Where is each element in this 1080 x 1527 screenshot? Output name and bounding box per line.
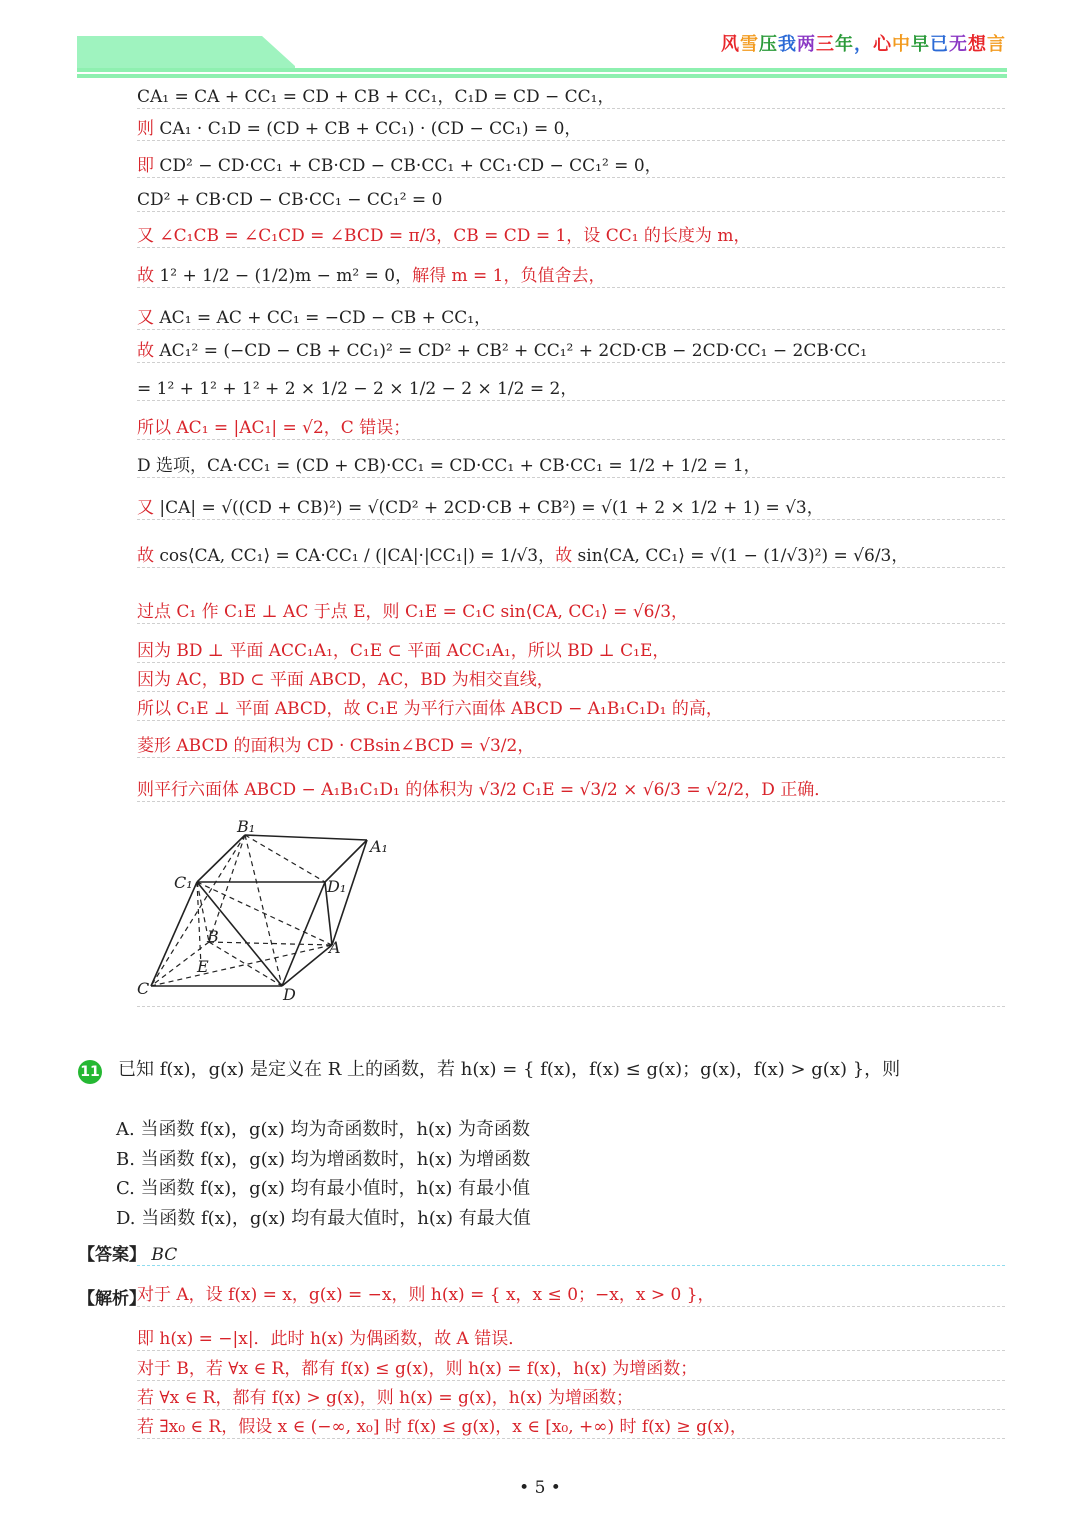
slogan-char: 三 <box>816 34 835 55</box>
slogan-char: 想 <box>968 34 987 55</box>
solution-text: AC₁² = (−CD − CB + CC₁)² = CD² + CB² + CC₁² + 2CD·CB − 2CD·CC₁ − 2CB·CC₁ <box>159 341 868 361</box>
solution-text: 故 <box>137 341 160 361</box>
solution-text: 所以 C₁E ⊥ 平面 ABCD，故 C₁E 为平行六面体 ABCD − A₁B₁C₁D₁ 的高， <box>137 699 723 719</box>
solution-line <box>137 265 1005 288</box>
slogan-char: 中 <box>892 34 911 55</box>
solution-line <box>137 118 1005 141</box>
label-d1: D₁ <box>327 877 347 896</box>
label-b1: B₁ <box>237 818 256 836</box>
analysis-label: 【解析】 <box>78 1289 146 1309</box>
solution-text: 1² + 1/2 − (1/2)m − m² = 0， <box>159 266 413 286</box>
solution-text: 解得 m = 1，负值舍去， <box>412 266 606 286</box>
solution-text: 故 <box>555 546 578 566</box>
solution-text: 菱形 ABCD 的面积为 CD · CBsin∠BCD = √3/2， <box>137 736 535 756</box>
slogan-char: 我 <box>778 34 797 55</box>
analysis-line: 若 ∀x ∈ R，都有 f(x) > g(x)，则 h(x) = g(x)，h(x) 为增函数； <box>137 1387 1005 1410</box>
slogan-char: 心 <box>873 34 892 55</box>
label-c1: C₁ <box>174 873 193 892</box>
solution-text: CD² − CD·CC₁ + CB·CD − CB·CC₁ + CC₁·CD − CC₁² = 0， <box>159 156 662 176</box>
solution-text: = 1² + 1² + 1² + 2 × 1/2 − 2 × 1/2 − 2 × 1/2 = 2， <box>137 379 578 399</box>
label-d: D <box>283 985 296 1004</box>
slogan-char: 早 <box>911 34 930 55</box>
solution-text: 则 <box>137 119 160 139</box>
solution-line <box>137 155 1005 178</box>
solution-line <box>137 601 1005 624</box>
solution-text: 又 ∠C₁CB = ∠C₁CD = ∠BCD = π/3，CB = CD = 1，设 CC₁ 的长度为 m， <box>137 226 751 246</box>
divider <box>137 1006 1005 1007</box>
solution-text: AC₁ = AC + CC₁ = −CD − CB + CC₁， <box>159 308 492 328</box>
option-a: A. 当函数 f(x)，g(x) 均为奇函数时，h(x) 为奇函数 <box>116 1119 530 1140</box>
solution-text: CD² + CB·CD − CB·CC₁ − CC₁² = 0 <box>137 190 443 210</box>
solution-text: 故 <box>137 546 160 566</box>
solution-text: CA₁ = CA + CC₁ = CD + CB + CC₁，C₁D = CD − CC₁， <box>137 87 615 107</box>
solution-line <box>137 497 1005 520</box>
label-e: E <box>197 957 209 976</box>
label-a: A <box>329 938 341 957</box>
question-stem: 已知 f(x)，g(x) 是定义在 R 上的函数，若 h(x) = { f(x)，f(x) ≤ g(x)；g(x)，f(x) > g(x) }，则 <box>118 1059 901 1080</box>
solution-text: sin⟨CA, CC₁⟩ = √(1 − (1/√3)²) = √6/3， <box>577 546 909 566</box>
option-b: B. 当函数 f(x)，g(x) 均为增函数时，h(x) 为增函数 <box>116 1149 531 1170</box>
header-slogan <box>721 30 1006 56</box>
solution-text: cos⟨CA, CC₁⟩ = CA·CC₁ / (|CA|·|CC₁|) = 1/√3， <box>159 546 556 566</box>
solution-text: 即 <box>137 156 160 176</box>
solution-text: CA₁ · C₁D = (CD + CB + CC₁) · (CD − CC₁) = 0， <box>159 119 582 139</box>
solution-text: 因为 BD ⊥ 平面 ACC₁A₁，C₁E ⊂ 平面 ACC₁A₁，所以 BD ⊥ C₁E， <box>137 641 670 661</box>
label-c: C <box>137 979 150 998</box>
solution-text: 又 <box>137 308 160 328</box>
slogan-char: 已 <box>930 34 949 55</box>
answer-value: BC <box>151 1245 178 1265</box>
solution-text: 故 <box>137 266 160 286</box>
slogan-char: 压 <box>759 34 778 55</box>
solution-line <box>137 545 1005 568</box>
analysis-line: 对于 B，若 ∀x ∈ R，都有 f(x) ≤ g(x)，则 h(x) = f(x)，h(x) 为增函数； <box>137 1358 1005 1381</box>
slogan-char: ， <box>854 34 873 55</box>
solution-text: 过点 C₁ 作 C₁E ⊥ AC 于点 E，则 C₁E = C₁C sin⟨CA, CC₁⟩ = √6/3， <box>137 602 689 622</box>
solution-line <box>137 417 1005 440</box>
solution-text: 因为 AC，BD ⊂ 平面 ABCD，AC，BD 为相交直线， <box>137 670 554 690</box>
slogan-char: 风 <box>721 34 740 55</box>
solution-line <box>137 640 1005 663</box>
solution-line <box>137 225 1005 248</box>
page-number: • 5 • <box>519 1478 561 1498</box>
solution-text: 则平行六面体 ABCD − A₁B₁C₁D₁ 的体积为 √3/2 C₁E = √3/2 × √6/3 = √2/2，D 正确． <box>137 780 832 800</box>
solution-line <box>137 735 1005 758</box>
header-rule <box>77 66 1007 78</box>
slogan-char: 年 <box>835 34 854 55</box>
solution-line <box>137 378 1005 401</box>
answer-divider <box>137 1265 1005 1266</box>
slogan-char: 无 <box>949 34 968 55</box>
solution-line <box>137 455 1005 478</box>
question-number-badge: 11 <box>78 1060 102 1084</box>
solution-text: 所以 AC₁ = |AC₁| = √2，C 错误； <box>137 418 411 438</box>
solution-line <box>137 698 1005 721</box>
parallelepiped-figure <box>137 818 397 1008</box>
solution-text: D 选项，CA·CC₁ = (CD + CB)·CC₁ = CD·CC₁ + CB·CC₁ = 1/2 + 1/2 = 1， <box>137 456 761 476</box>
label-a1: A₁ <box>370 837 388 856</box>
solution-line <box>137 189 1005 212</box>
solution-line <box>137 669 1005 692</box>
solution-line <box>137 779 1005 802</box>
answer-row <box>78 1240 177 1265</box>
analysis-line: 即 h(x) = −|x|．此时 h(x) 为偶函数，故 A 错误． <box>137 1328 1005 1351</box>
solution-line <box>137 86 1005 109</box>
label-b: B <box>207 927 219 946</box>
option-c: C. 当函数 f(x)，g(x) 均有最小值时，h(x) 有最小值 <box>116 1178 531 1199</box>
option-d: D. 当函数 f(x)，g(x) 均有最大值时，h(x) 有最大值 <box>116 1208 531 1229</box>
analysis-line: 若 ∃x₀ ∈ R，假设 x ∈ (−∞, x₀] 时 f(x) ≤ g(x)，x ∈ [x₀, +∞) 时 f(x) ≥ g(x)， <box>137 1416 1005 1439</box>
slogan-char: 两 <box>797 34 816 55</box>
analysis-line: 对于 A，设 f(x) = x，g(x) = −x，则 h(x) = { x，x ≤ 0；−x，x > 0 }， <box>137 1284 1005 1307</box>
solution-line <box>137 307 1005 330</box>
solution-line <box>137 340 1005 363</box>
slogan-char: 雪 <box>740 34 759 55</box>
solution-text: 又 <box>137 498 160 518</box>
solution-text: |CA| = √((CD + CB)²) = √(CD² + 2CD·CB + CB²) = √(1 + 2 × 1/2 + 1) = √3， <box>159 498 824 518</box>
slogan-char: 言 <box>987 34 1006 55</box>
answer-label: 【答案】 <box>78 1245 146 1265</box>
